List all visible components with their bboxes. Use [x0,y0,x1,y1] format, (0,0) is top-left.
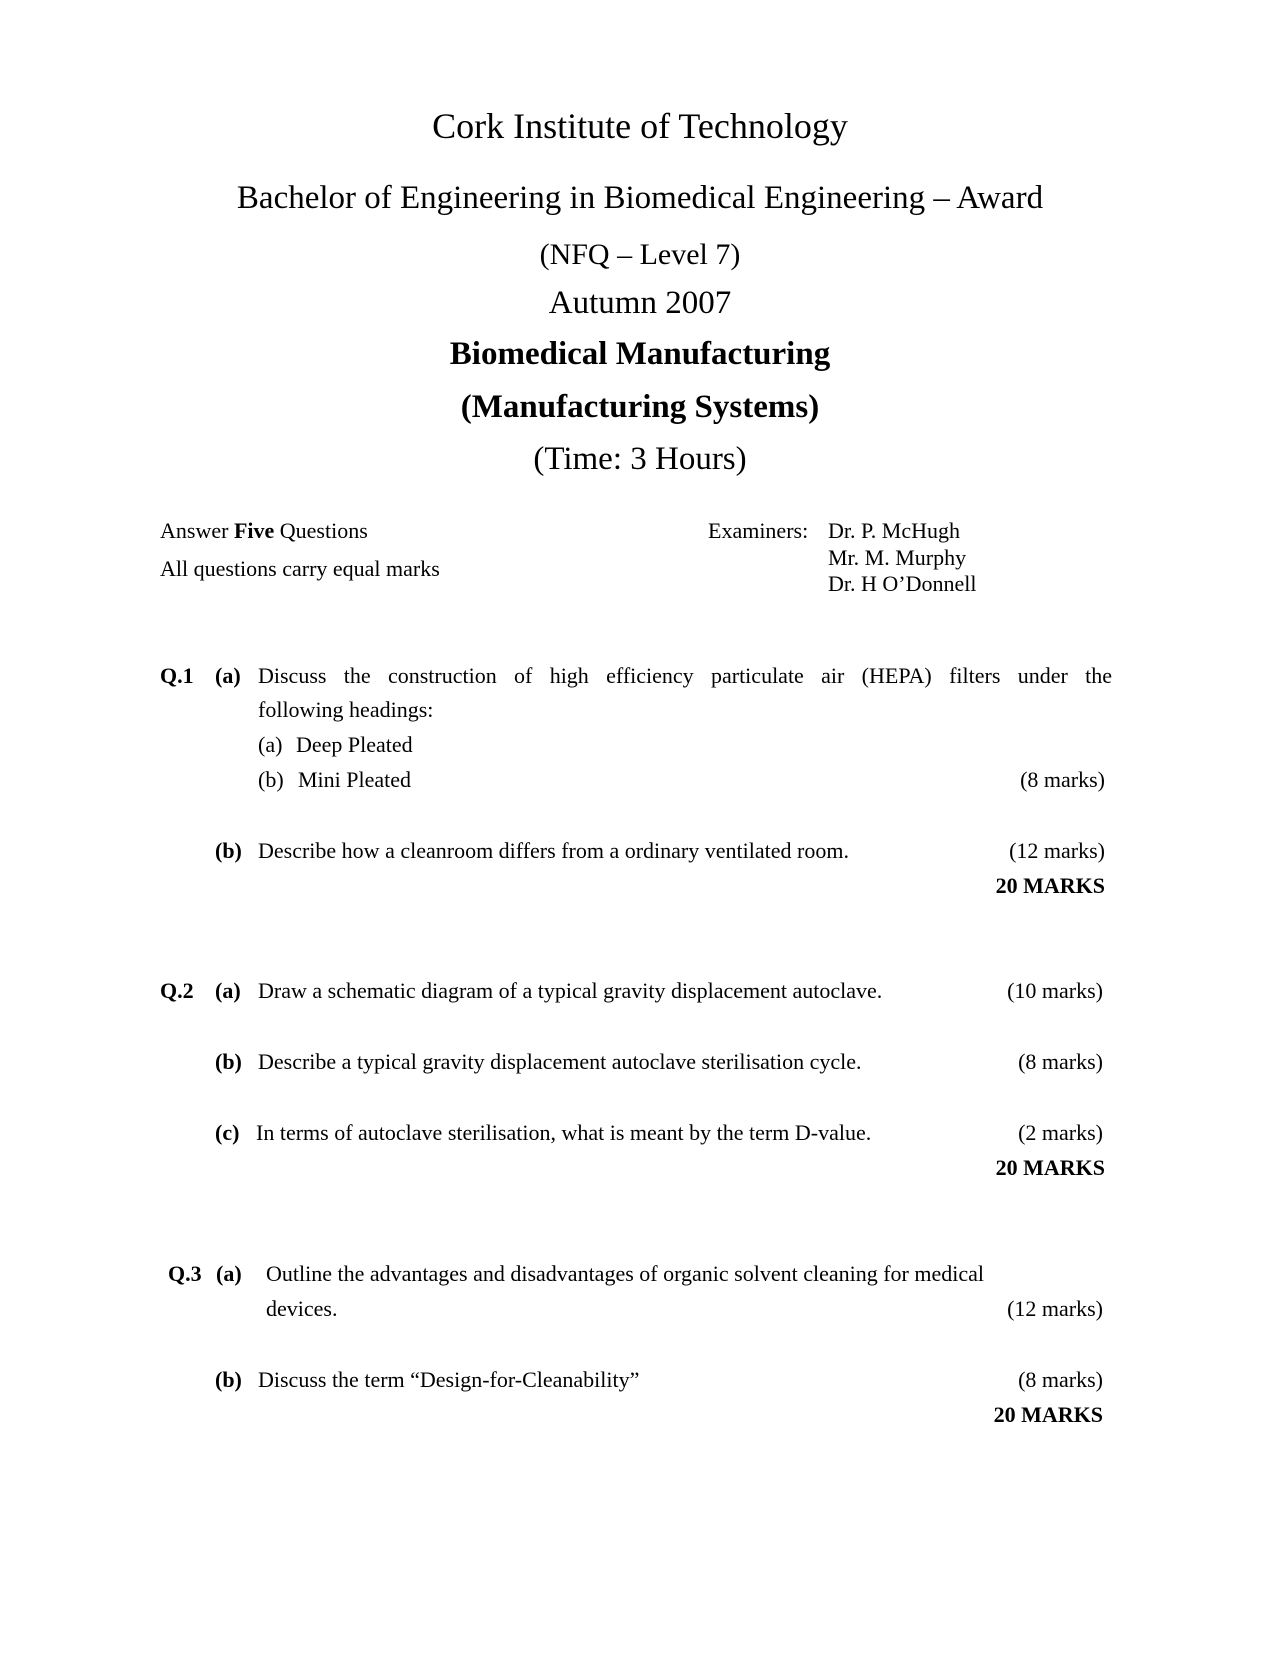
exam-time: (Time: 3 Hours) [533,441,747,477]
question-number: Q.1 [160,663,194,688]
sub-item-text: Deep Pleated [296,732,413,757]
marks-label: (10 marks) [1007,978,1103,1003]
marks-label: (12 marks) [1007,1296,1103,1321]
sub-item-label: (a) [258,732,283,757]
sub-item-label: (b) [258,767,284,792]
marks-note: All questions carry equal marks [160,556,440,581]
answer-instruction [160,518,368,544]
part-label: (b) [215,1367,242,1392]
part-label: (c) [215,1120,240,1145]
marks-label: (8 marks) [1018,1367,1103,1392]
marks-label: (8 marks) [1018,1049,1103,1074]
institution-title: Cork Institute of Technology [432,106,848,146]
part-label: (a) [215,663,241,688]
level: (NFQ – Level 7) [539,238,741,271]
question-number: Q.2 [160,978,194,1003]
marks-label: (8 marks) [1020,767,1105,792]
answer-count: Five [233,518,275,543]
question-text: Discuss the term “Design-for-Cleanability” [258,1367,640,1392]
session: Autumn 2007 [548,285,732,321]
part-label: (b) [215,1049,242,1074]
question-text: Describe how a cleanroom differs from a ordinary ventilated room. [258,838,849,863]
examiner-1: Dr. P. McHugh [828,518,961,543]
question-total: 20 MARKS [995,873,1105,898]
question-text: Discuss the construction of high efficiency particulate air (HEPA) filters under the [258,663,1112,688]
marks-label: (2 marks) [1018,1120,1103,1145]
question-text: Outline the advantages and disadvantages of organic solvent cleaning for medical [266,1261,985,1286]
subject-title: Biomedical Manufacturing [449,336,831,372]
question-text: following headings: [258,697,434,722]
programme-title: Bachelor of Engineering in Biomedical Engineering – Award [236,180,1044,216]
question-text: devices. [266,1296,338,1321]
part-label: (a) [215,978,241,1003]
part-label: (a) [216,1261,242,1286]
examiner-3: Dr. H O’Donnell [828,571,977,596]
examiner-2: Mr. M. Murphy [828,545,967,570]
question-total: 20 MARKS [995,1155,1105,1180]
module-title: (Manufacturing Systems) [460,389,820,425]
question-text: Draw a schematic diagram of a typical gravity displacement autoclave. [258,978,883,1003]
part-label: (b) [215,838,242,863]
examiners-label: Examiners: [708,518,809,543]
sub-item-text: Mini Pleated [298,767,412,792]
question-text: Describe a typical gravity displacement autoclave sterilisation cycle. [258,1049,862,1074]
answer-prefix: Answer [160,518,234,543]
marks-label: (12 marks) [1009,838,1105,863]
question-total: 20 MARKS [993,1402,1103,1427]
answer-suffix: Questions [274,518,368,543]
question-text: In terms of autoclave sterilisation, what is meant by the term D-value. [256,1120,872,1145]
question-number: Q.3 [168,1261,202,1286]
